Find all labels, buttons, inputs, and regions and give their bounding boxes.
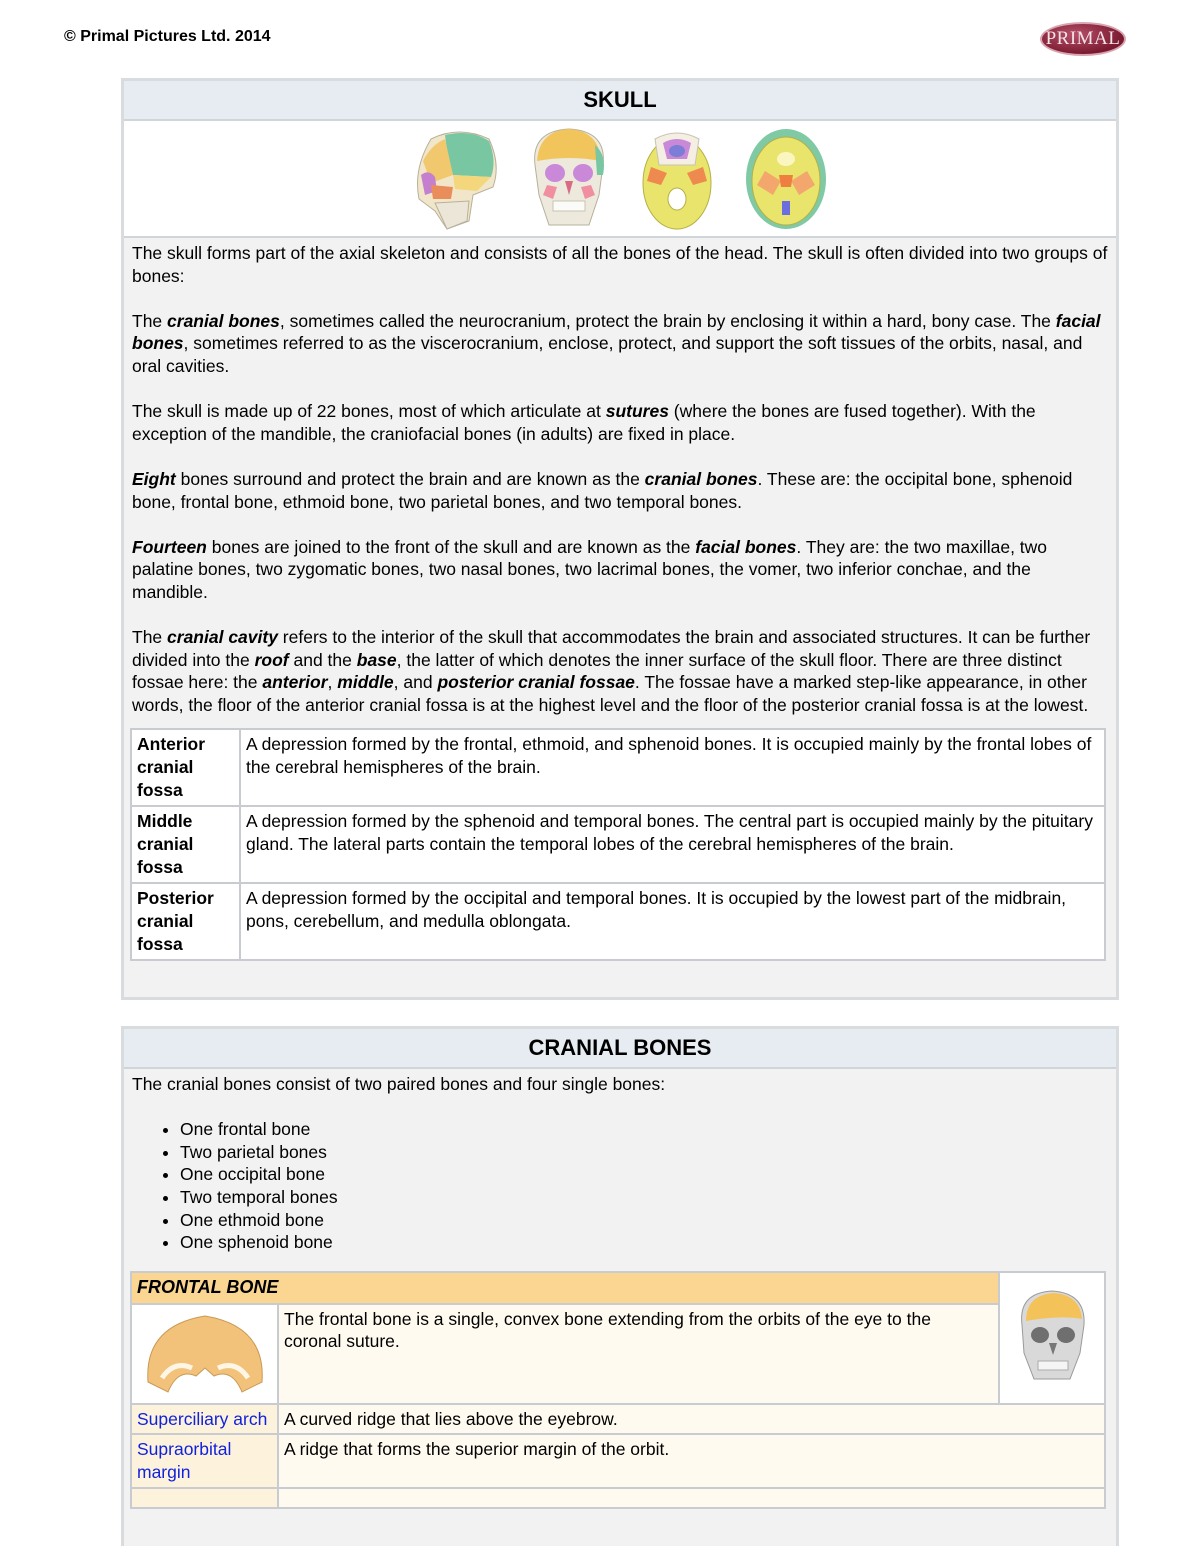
- table-row: [131, 1272, 1105, 1304]
- term-definition: A ridge that forms the superior margin of the orbit.: [278, 1434, 1105, 1487]
- text-run: The: [132, 627, 168, 648]
- fossa-term: Posterior cranial fossa: [131, 883, 240, 960]
- text-run: , the latter of which denotes the inner surface of the skull floor. There are three distinct fossae here: the: [132, 649, 1062, 693]
- list-item: • One ethmoid bone: [180, 1209, 1116, 1232]
- list-item: • One frontal bone: [180, 1118, 1116, 1141]
- text-run: bones surround and protect the brain and are known as the: [175, 468, 645, 489]
- list-item: • One sphenoid bone: [180, 1231, 1116, 1254]
- fossa-definition: A depression formed by the sphenoid and temporal bones. The central part is occupied mainly by the pituitary gland. The lateral parts contain the temporal lobes of the cerebral hemispheres of the brain.: [240, 806, 1105, 883]
- section-title: CRANIAL BONES: [124, 1029, 1116, 1069]
- logo-text: PRIMAL: [1045, 28, 1121, 49]
- skull-inferior-view-image: [637, 125, 717, 233]
- text-run: bones are joined to the front of the skull and are known as the: [206, 536, 696, 557]
- frontal-bone-image: [140, 1306, 270, 1396]
- term-roof: roof: [254, 649, 289, 670]
- fossa-term: Middle cranial fossa: [131, 806, 240, 883]
- text-run: . The fossae have a marked step-like appearance, in other words, the floor of the anterior cranial fossa is at the highest level and the floor of the posterior cranial fossa is at the lowest.: [132, 672, 1089, 715]
- term-anterior: anterior: [262, 672, 328, 693]
- list-item: • Two parietal bones: [180, 1141, 1116, 1164]
- term-posterior-cranial-fossae: posterior cranial fossae: [437, 672, 635, 693]
- skull-section: [121, 78, 1119, 1000]
- skull-lateral-view-image: [411, 125, 501, 233]
- section-title: SKULL: [124, 81, 1116, 121]
- link-superciliary-arch[interactable]: Superciliary arch: [131, 1404, 278, 1435]
- skull-paragraph-4: [132, 468, 1108, 513]
- frontal-skull-image-cell: [999, 1272, 1105, 1404]
- skull-description: [124, 238, 1116, 716]
- text-run: , sometimes called the neurocranium, protect the brain by enclosing it within a hard, bony case. The: [279, 310, 1056, 331]
- text-run: The skull is made up of 22 bones, most of which articulate at: [132, 401, 606, 422]
- table-row: [131, 1488, 1105, 1508]
- fossa-definition: A depression formed by the occipital and temporal bones. It is occupied by the lowest part of the midbrain, pons, cerebellum, and medulla oblongata.: [240, 883, 1105, 960]
- table-row: [131, 729, 1105, 806]
- table-row: [131, 1404, 1105, 1435]
- term-cranial-bones: cranial bones: [644, 468, 758, 489]
- table-cell-cutoff: [278, 1488, 1105, 1508]
- table-row: [131, 1434, 1105, 1487]
- copyright-text: © Primal Pictures Ltd. 2014: [64, 28, 271, 45]
- list-item: • One occipital bone: [180, 1163, 1116, 1186]
- cranial-bones-list: [124, 1118, 1116, 1254]
- term-cranial-bones: cranial bones: [167, 310, 280, 331]
- skull-frontal-highlight-image: [1012, 1285, 1092, 1385]
- text-run: , sometimes referred to as the viscerocranium, enclose, protect, and support the soft tissues of the orbits, nasal, and oral cavities.: [132, 333, 1083, 376]
- table-row: [131, 1304, 1105, 1404]
- cranial-intro-block: [124, 1069, 1116, 1096]
- frontal-bone-description: The frontal bone is a single, convex bone extending from the orbits of the eye to the coronal suture.: [278, 1304, 999, 1404]
- cranial-bones-section: [121, 1026, 1119, 1546]
- list-item: • Two temporal bones: [180, 1186, 1116, 1209]
- skull-paragraph-1: The skull forms part of the axial skeleton and consists of all the bones of the head. The skull is often divided into two groups of bones:: [132, 243, 1108, 286]
- fossa-definition: A depression formed by the frontal, ethmoid, and sphenoid bones. It is occupied mainly by the frontal lobes of the cerebral hemispheres of the brain.: [240, 729, 1105, 806]
- frontal-bone-table: [130, 1271, 1106, 1509]
- table-row: [131, 806, 1105, 883]
- table-cell-cutoff: [131, 1488, 278, 1508]
- fossa-term: Anterior cranial fossa: [131, 729, 240, 806]
- term-base: base: [356, 649, 397, 670]
- text-run: ,: [327, 672, 338, 693]
- link-supraorbital-margin[interactable]: Supraorbital margin: [131, 1434, 278, 1487]
- text-run: . These are: the occipital bone, sphenoid bone, frontal bone, ethmoid bone, two parietal bones, and two temporal bones.: [132, 468, 1073, 512]
- frontal-bone-image-cell: [131, 1304, 278, 1404]
- skull-image-row: [124, 121, 1116, 238]
- skull-paragraph-6: [132, 626, 1108, 716]
- skull-paragraph-3: [132, 400, 1108, 445]
- term-facial-bones: facial bones: [695, 536, 797, 557]
- primal-logo: [1040, 22, 1126, 56]
- skull-paragraph-5: [132, 536, 1108, 604]
- skull-paragraph-2: [132, 310, 1108, 378]
- text-run: refers to the interior of the skull that accommodates the brain and associated structures. It can be further divided into the: [132, 627, 1091, 670]
- text-run: (where the bones are fused together). With the exception of the mandible, the craniofacial bones (in adults) are fixed in place.: [132, 401, 1036, 444]
- term-facial-bones: facial bones: [132, 310, 1101, 354]
- term-eight: Eight: [132, 468, 176, 489]
- term-middle: middle: [337, 672, 394, 693]
- skull-anterior-view-image: [527, 125, 611, 233]
- skull-interior-view-image: [743, 125, 829, 233]
- fossae-table: [130, 728, 1106, 961]
- text-run: The: [132, 310, 168, 331]
- term-definition: A curved ridge that lies above the eyebrow.: [278, 1404, 1105, 1435]
- term-fourteen: Fourteen: [132, 536, 207, 557]
- table-row: [131, 883, 1105, 960]
- text-run: . They are: the two maxillae, two palatine bones, two zygomatic bones, two nasal bones, two lacrimal bones, the vomer, two inferior conchae, and the mandible.: [132, 536, 1048, 602]
- term-sutures: sutures: [605, 401, 669, 422]
- cranial-intro: The cranial bones consist of two paired bones and four single bones:: [132, 1074, 666, 1094]
- term-cranial-cavity: cranial cavity: [167, 627, 278, 648]
- frontal-bone-title: FRONTAL BONE: [131, 1272, 999, 1304]
- text-run: and the: [288, 649, 357, 670]
- text-run: , and: [393, 672, 438, 693]
